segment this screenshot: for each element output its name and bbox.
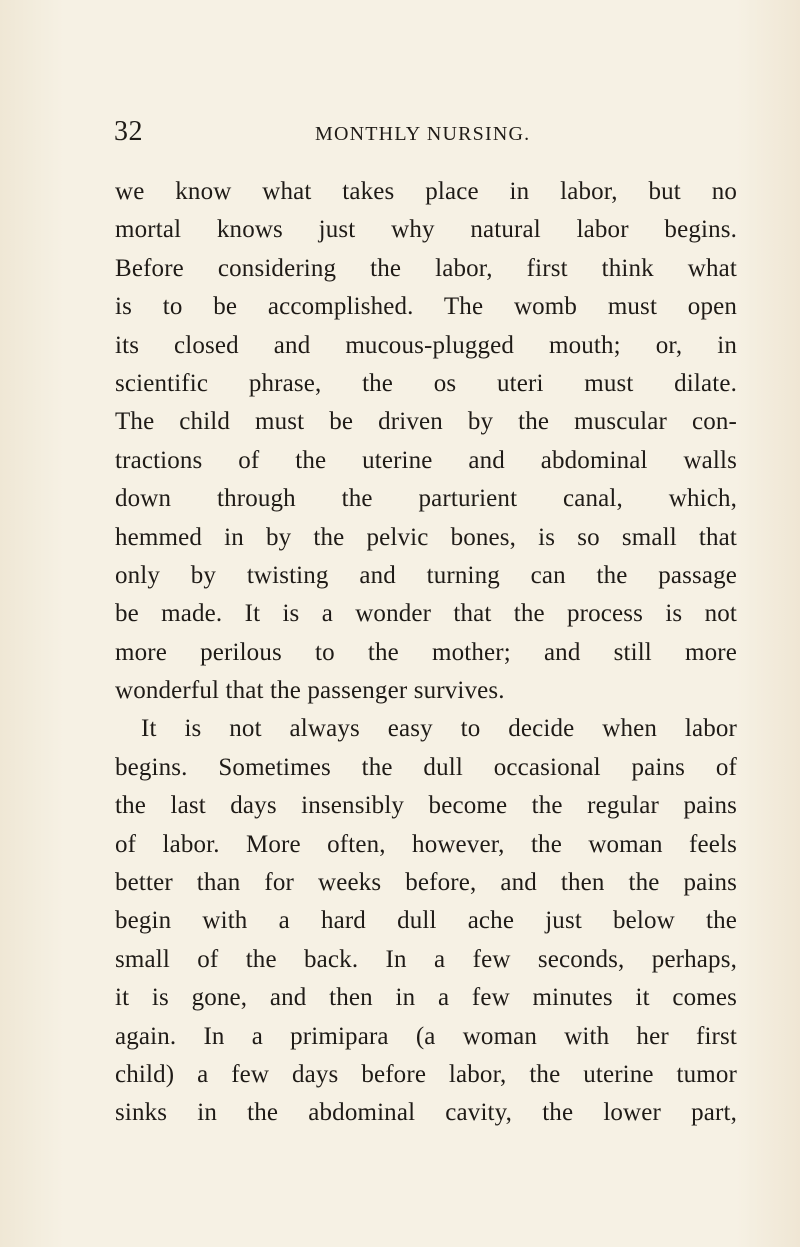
text-line: it is gone, and then in a few minutes it comes bbox=[115, 984, 737, 1012]
text-line: more perilous to the mother; and still more bbox=[115, 638, 737, 666]
text-line: The child must be driven by the muscular con- bbox=[115, 408, 737, 436]
running-title: MONTHLY NURSING. bbox=[315, 123, 531, 145]
text-line: Before considering the labor, first think what bbox=[115, 254, 737, 282]
text-line: be made. It is a wonder that the process is not bbox=[115, 600, 737, 628]
text-line: down through the parturient canal, which, bbox=[115, 485, 737, 513]
text-line: tractions of the uterine and abdominal walls bbox=[115, 446, 737, 474]
page-header bbox=[114, 117, 590, 151]
text-line: hemmed in by the pelvic bones, is so small that bbox=[115, 523, 737, 551]
text-line: better than for weeks before, and then the pains bbox=[115, 869, 737, 897]
text-line: we know what takes place in labor, but no bbox=[115, 178, 737, 205]
text-line: of labor. More often, however, the woman feels bbox=[115, 830, 737, 858]
text-line: begins. Sometimes the dull occasional pains of bbox=[115, 753, 737, 781]
text-line: sinks in the abdominal cavity, the lower part, bbox=[115, 1099, 737, 1127]
text-line: small of the back. In a few seconds, perhaps, bbox=[115, 945, 737, 973]
text-line: again. In a primipara (a woman with her first bbox=[115, 1022, 737, 1050]
text-line: is to be accomplished. The womb must open bbox=[115, 293, 737, 321]
text-line: child) a few days before labor, the uterine tumor bbox=[115, 1060, 737, 1088]
text-line: scientific phrase, the os uteri must dilate. bbox=[115, 369, 737, 397]
text-line: the last days insensibly become the regular pains bbox=[115, 792, 737, 820]
text-line: its closed and mucous-plugged mouth; or, in bbox=[115, 331, 737, 359]
text-line: only by twisting and turning can the passage bbox=[115, 561, 737, 589]
text-line: mortal knows just why natural labor begins. bbox=[115, 216, 737, 244]
text-line: begin with a hard dull ache just below the bbox=[115, 907, 737, 935]
text-line: wonderful that the passenger survives. bbox=[115, 677, 505, 705]
body-text bbox=[115, 173, 737, 1133]
paragraph-start-line: It is not always easy to decide when labor bbox=[141, 715, 737, 743]
page-number: 32 bbox=[114, 116, 143, 147]
